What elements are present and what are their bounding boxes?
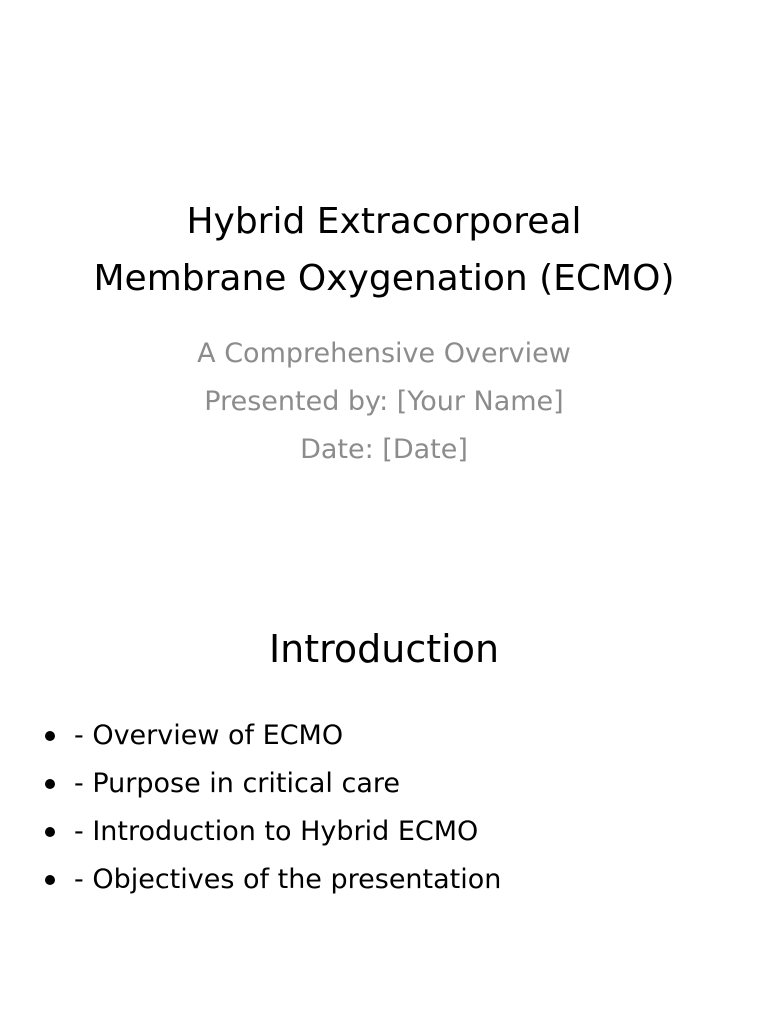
bullet-list [40, 712, 501, 904]
slide-subtitle [20, 330, 748, 474]
bullet-icon [45, 731, 55, 741]
list-item-text: - Introduction to Hybrid ECMO [74, 816, 479, 847]
slide-title [20, 193, 748, 307]
list-item [40, 808, 501, 856]
introduction-slide [0, 512, 768, 1024]
list-item [40, 760, 501, 808]
bullet-icon [45, 779, 55, 789]
title-line: Hybrid Extracorporeal [186, 201, 582, 242]
list-item-text: - Purpose in critical care [74, 768, 400, 799]
bullet-icon [45, 827, 55, 837]
list-item-text: - Objectives of the presentation [74, 864, 502, 895]
title-line: Membrane Oxygenation (ECMO) [93, 258, 675, 299]
subtitle-line: A Comprehensive Overview [197, 338, 571, 369]
bullet-icon [45, 875, 55, 885]
list-item [40, 856, 501, 904]
presenter-line: Presented by: [Your Name] [204, 386, 564, 417]
list-item [40, 712, 501, 760]
list-item-text: - Overview of ECMO [74, 720, 344, 751]
slide-title: Introduction [268, 627, 500, 671]
date-line: Date: [Date] [300, 434, 468, 465]
